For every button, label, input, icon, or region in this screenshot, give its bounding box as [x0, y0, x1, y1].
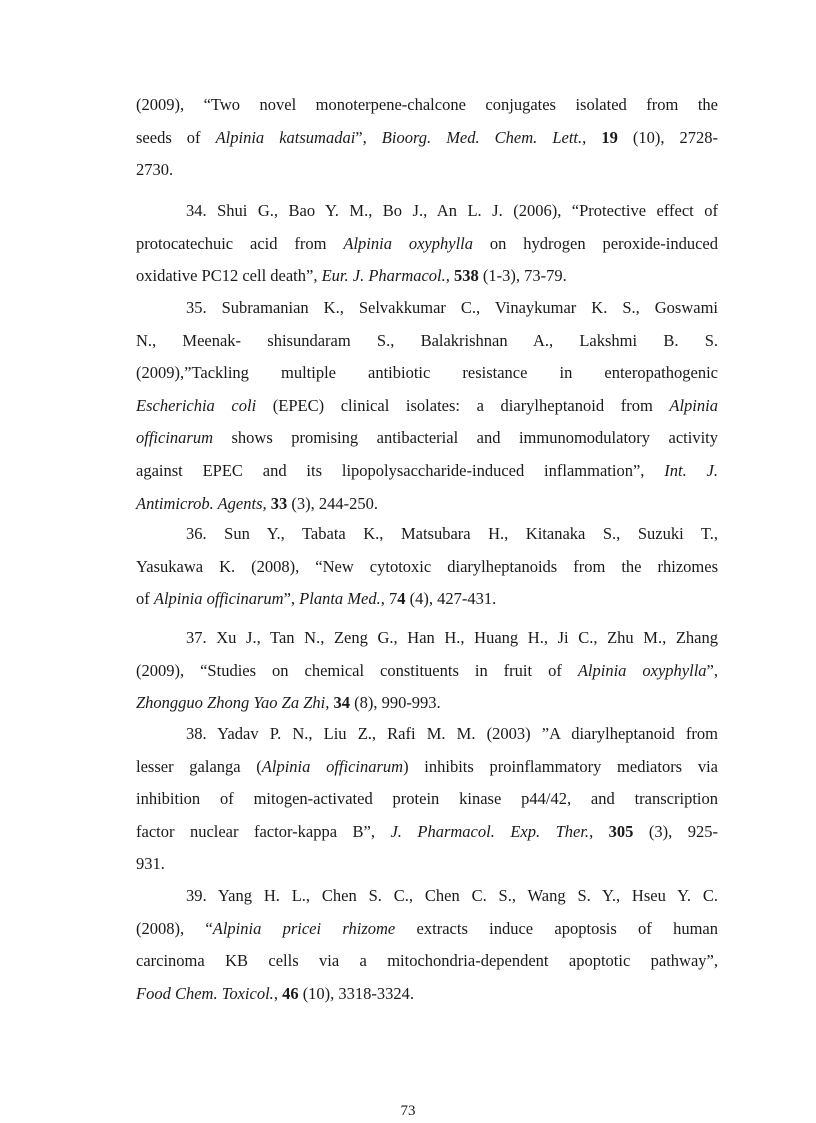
italic-text: Bioorg. Med. Chem. Lett.: [381, 127, 583, 147]
reference-line: [136, 751, 718, 784]
text-run: 37. Xu J., Tan N., Zeng G., Han H., Huang H., Ji C., Zhu M., Zhang: [186, 628, 718, 647]
reference-line: [136, 154, 718, 187]
reference-line: [136, 945, 718, 978]
text-run: 39. Yang H. L., Chen S. C., Chen C. S., Wang S. Y., Hseu Y. C.: [186, 886, 718, 905]
reference-line: [136, 455, 718, 488]
text-run: 36. Sun Y., Tabata K., Matsubara H., Kitanaka S., Suzuki T.,: [186, 524, 718, 543]
text-run: 34. Shui G., Bao Y. M., Bo J., An L. J. (2006), “Protective effect of: [186, 201, 718, 220]
reference-line: [136, 228, 718, 261]
text-run: Yasukawa K. (2008), “New cytotoxic diarylheptanoids from the rhizomes: [136, 556, 718, 576]
text-run: 35. Subramanian K., Selvakkumar C., Vinaykumar K. S., Goswami: [186, 298, 718, 317]
reference-line: [136, 880, 718, 913]
reference-line: [136, 518, 718, 551]
reference-line: [136, 89, 718, 122]
text-run: carcinoma KB cells via a mitochondria-dependent apoptotic pathway”,: [136, 951, 718, 971]
bold-text: 305: [608, 821, 634, 841]
text-run: ”,: [706, 660, 718, 680]
text-run: ,: [273, 983, 283, 1003]
text-run: shows promising antibacterial and immunomodulatory activity: [213, 428, 718, 448]
text-run: (4), 427-431.: [405, 589, 497, 609]
text-run: (3), 925-: [633, 821, 718, 841]
text-run: extracts induce apoptosis of human: [395, 918, 718, 938]
reference-line: [136, 325, 718, 358]
reference-36: [136, 518, 718, 616]
text-run: (2009),”Tackling multiple antibiotic resistance in enteropathogenic: [136, 363, 718, 383]
text-run: (EPEC) clinical isolates: a diarylheptanoid from: [256, 395, 670, 415]
reference-35: [136, 292, 718, 520]
reference-line: [136, 488, 718, 521]
reference-line: [136, 978, 718, 1011]
reference-line: [136, 390, 718, 423]
reference-line: [136, 687, 718, 720]
reference-line: [136, 783, 718, 816]
bold-text: 538: [454, 266, 479, 286]
text-run: 2730.: [136, 160, 174, 180]
page-number: 73: [400, 1103, 416, 1119]
text-run: factor nuclear factor-kappa B”,: [136, 821, 391, 841]
italic-text: J. Pharmacol. Exp. Ther.: [390, 821, 590, 841]
text-run: lesser galanga (: [136, 756, 262, 776]
italic-text: Alpinia katsumadai: [215, 127, 356, 147]
bold-text: 19: [601, 127, 618, 147]
bold-text: 34: [333, 693, 350, 713]
italic-text: Escherichia coli: [136, 395, 257, 415]
reference-line: [136, 622, 718, 655]
bold-text: 33: [270, 493, 288, 513]
bold-text: 46: [282, 983, 299, 1003]
italic-text: Eur. J. Pharmacol.: [321, 266, 446, 286]
reference-line: [136, 913, 718, 946]
reference-33-continuation: [136, 89, 718, 187]
text-run: (8), 990-993.: [349, 693, 441, 713]
italic-text: Antimicrob. Agents,: [136, 493, 267, 513]
reference-37: [136, 622, 718, 720]
italic-text: officinarum: [136, 428, 213, 448]
text-run: ”,: [355, 127, 382, 147]
reference-line: [136, 655, 718, 688]
italic-text: Alpinia pricei rhizome: [212, 918, 396, 938]
italic-text: Zhongguo Zhong Yao Za Zhi,: [136, 693, 330, 713]
text-run: on hydrogen peroxide-induced: [473, 233, 718, 253]
text-run: seeds of: [136, 127, 216, 147]
reference-line: [136, 816, 718, 849]
bold-text: 4: [397, 589, 406, 609]
reference-line: [136, 357, 718, 390]
text-run: (3), 244-250.: [287, 493, 378, 513]
text-run: against EPEC and its lipopolysaccharide-induced inflammation”,: [136, 460, 665, 480]
reference-line: [136, 122, 718, 155]
text-run: 931.: [136, 854, 165, 874]
text-run: , 7: [380, 589, 398, 609]
text-run: (1-3), 73-79.: [478, 266, 567, 286]
text-run: N., Meenak- shisundaram S., Balakrishnan A., Lakshmi B. S.: [136, 330, 718, 350]
reference-line: [136, 292, 718, 325]
text-run: of: [136, 589, 154, 609]
reference-34: [136, 195, 718, 293]
reference-line: [136, 583, 718, 616]
text-run: ”,: [283, 589, 300, 609]
italic-text: Planta Med.: [299, 589, 381, 609]
italic-text: Alpinia oxyphylla: [577, 660, 707, 680]
text-run: protocatechuic acid from: [136, 233, 344, 253]
text-run: ,: [589, 821, 609, 841]
reference-line: [136, 195, 718, 228]
text-run: (10), 3318-3324.: [298, 983, 415, 1003]
reference-line: [136, 848, 718, 881]
text-run: (10), 2728-: [617, 127, 719, 147]
reference-line: [136, 551, 718, 584]
italic-text: Alpinia officinarum: [153, 589, 284, 609]
text-run: oxidative PC12 cell death”,: [136, 266, 322, 286]
text-run: (2008), “: [136, 918, 213, 938]
italic-text: Int. J.: [664, 460, 718, 480]
text-run: ,: [445, 266, 455, 286]
text-run: inhibition of mitogen-activated protein kinase p44/42, and transcription: [136, 789, 718, 809]
reference-39: [136, 880, 718, 1010]
reference-line: [136, 422, 718, 455]
italic-text: Food Chem. Toxicol.: [136, 983, 274, 1003]
italic-text: Alpinia oxyphylla: [343, 233, 473, 253]
italic-text: Alpinia officinarum: [261, 756, 404, 776]
reference-line: [136, 718, 718, 751]
reference-38: [136, 718, 718, 881]
text-run: ,: [582, 127, 602, 147]
text-run: 38. Yadav P. N., Liu Z., Rafi M. M. (2003) ”A diarylheptanoid from: [186, 724, 718, 743]
text-run: ) inhibits proinflammatory mediators via: [403, 756, 718, 776]
text-run: (2009), “Two novel monoterpene-chalcone conjugates isolated from the: [136, 95, 718, 114]
text-run: (2009), “Studies on chemical constituents in fruit of: [136, 660, 578, 680]
reference-line: [136, 260, 718, 293]
italic-text: Alpinia: [669, 395, 718, 415]
